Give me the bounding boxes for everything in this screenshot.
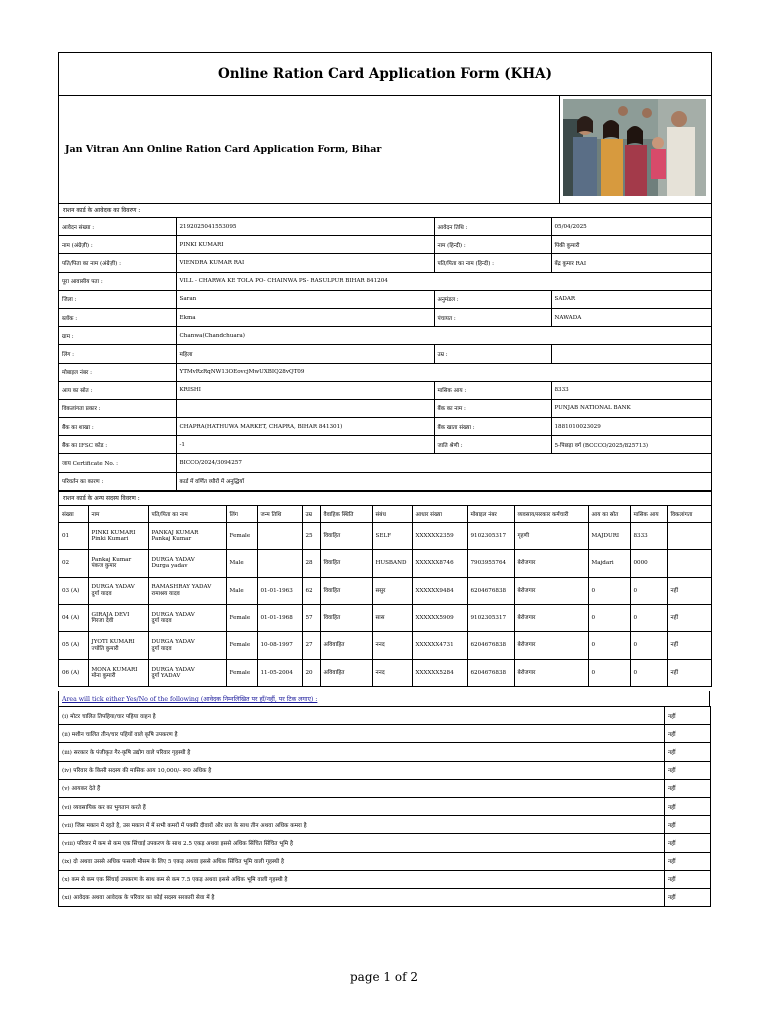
member-cell: 0 [630, 577, 667, 604]
member-row [59, 577, 711, 604]
member-cell: 01 [59, 522, 88, 549]
field-value: 1881010023029 [551, 418, 711, 436]
field-value: PINKI KUMARI [176, 236, 434, 254]
eligibility-row [59, 707, 711, 725]
member-cell: 6204676838 [467, 659, 514, 686]
field-value [551, 345, 711, 363]
member-cell: XXXXXX5284 [412, 659, 467, 686]
member-cell: Majdari [588, 550, 630, 577]
field-label: लिंग : [59, 345, 176, 363]
member-cell: Pankaj Kumar पंकज कुमार [88, 550, 148, 577]
eligibility-row [59, 816, 711, 834]
member-cell: 8333 [630, 522, 667, 549]
field-value: 5-पिछड़ा वर्ग (BCCCO/2025/825713) [551, 436, 711, 454]
eligibility-question: (viii) परिवार में कम से कम एक सिंचाई उपकरण के साथ 2.5 एकड़ अथवा इससे अधिक सिंचित सिंचित भूमि है [59, 834, 665, 852]
eligibility-answer: नहीं [665, 797, 711, 815]
family-photo-image [563, 99, 706, 196]
applicant-family-photo [563, 99, 706, 196]
member-cell: XXXXXX9484 [412, 577, 467, 604]
member-cell: बेरोजगार [514, 550, 588, 577]
member-cell: ससुर [372, 577, 412, 604]
applicant-row [59, 345, 711, 363]
member-cell: HUSBAND [372, 550, 412, 577]
field-value: SADAR [551, 290, 711, 308]
column-header: जन्म तिथि [257, 506, 302, 523]
member-cell: 20 [302, 659, 320, 686]
member-cell: Female [226, 659, 257, 686]
eligibility-row [59, 779, 711, 797]
member-cell: 57 [302, 604, 320, 631]
field-label: मोबाइल नंबर : [59, 363, 176, 381]
member-cell: विवाहित [320, 604, 372, 631]
field-value: VIENDRA KUMAR RAI [176, 254, 434, 272]
field-label: पति/पिता का नाम (हिन्दी) : [434, 254, 551, 272]
eligibility-question: (vi) व्यवसायिक कर का भुगतान करते हैं [59, 797, 665, 815]
member-cell: DURGA YADAV दुर्गा यादव [148, 604, 226, 631]
member-cell: JYOTI KUMARI ज्योति कुमारी [88, 632, 148, 659]
field-label: अनुमंडल : [434, 290, 551, 308]
field-label: नाम (हिन्दी) : [434, 236, 551, 254]
member-cell: गृहणी [514, 522, 588, 549]
applicant-row [59, 472, 711, 490]
field-label: परिवर्तन का कारण : [59, 472, 176, 490]
member-cell: ननद [372, 632, 412, 659]
member-cell: नहीं [667, 604, 711, 631]
member-cell: बेरोजगार [514, 659, 588, 686]
eligibility-answer: नहीं [665, 725, 711, 743]
header-row [59, 96, 711, 204]
field-label: आवेदन संख्या : [59, 218, 176, 236]
eligibility-answer: नहीं [665, 834, 711, 852]
members-section-label: राशन कार्ड के अन्य सदस्य विवरण : [59, 491, 711, 506]
eligibility-answer: नहीं [665, 779, 711, 797]
member-cell: RAMASHRAY YADAV रामाश्रय यादव [148, 577, 226, 604]
applicant-row [59, 308, 711, 326]
member-cell: विवाहित [320, 522, 372, 549]
applicant-row [59, 381, 711, 399]
column-header: संख्या [59, 506, 88, 523]
field-label: नाम (अंग्रेज़ी) : [59, 236, 176, 254]
column-header: मासिक आय [630, 506, 667, 523]
field-label: बैंक का नाम : [434, 399, 551, 417]
field-value: पिंकी कुमारी [551, 236, 711, 254]
applicant-section-label: राशन कार्ड के आवेदक का विवरण : [59, 204, 711, 218]
applicant-details-table [59, 218, 711, 491]
field-value [176, 399, 434, 417]
member-cell: ननद [372, 659, 412, 686]
member-cell: 0 [588, 632, 630, 659]
column-header: आधार संख्या [412, 506, 467, 523]
member-cell: 62 [302, 577, 320, 604]
eligibility-row [59, 888, 711, 906]
member-cell: DURGA YADAV दुर्गा यादव [148, 632, 226, 659]
field-label: मासिक आय : [434, 381, 551, 399]
member-cell: Female [226, 604, 257, 631]
field-value: CHAPRA(HATHUWA MARKET, CHAPRA, BIHAR 841301) [176, 418, 434, 436]
member-cell: 28 [302, 550, 320, 577]
page-number: page 1 of 2 [350, 970, 418, 984]
eligibility-question: (v) आयकर देते हैं [59, 779, 665, 797]
eligibility-row [59, 870, 711, 888]
column-header: मोबाइल नंबर [467, 506, 514, 523]
eligibility-row [59, 725, 711, 743]
member-cell: GIRAJA DEVI गिरजा देवी [88, 604, 148, 631]
eligibility-row [59, 797, 711, 815]
member-cell: Female [226, 632, 257, 659]
field-value: Saran [176, 290, 434, 308]
eligibility-row [59, 834, 711, 852]
applicant-row [59, 254, 711, 272]
member-cell: नहीं [667, 659, 711, 686]
eligibility-answer: नहीं [665, 707, 711, 725]
area-heading-text: Area will tick either Yes/No of the following (आवेदक निम्नलिखित पर हाँ/नहीं, पर टिक लगाए) : [62, 696, 318, 703]
member-cell: 6204676838 [467, 632, 514, 659]
field-value: महिला [176, 345, 434, 363]
area-heading [58, 691, 710, 706]
member-cell: बेरोजगार [514, 632, 588, 659]
member-cell: 03 (A) [59, 577, 88, 604]
field-value: 05/04/2025 [551, 218, 711, 236]
member-cell: नहीं [667, 632, 711, 659]
field-label: पंचायत : [434, 308, 551, 326]
eligibility-answer: नहीं [665, 761, 711, 779]
member-cell: नहीं [667, 577, 711, 604]
member-cell: 0 [588, 604, 630, 631]
field-label: विकलांगता प्रकार : [59, 399, 176, 417]
member-cell: MAJDURI [588, 522, 630, 549]
member-cell: 6204676838 [467, 577, 514, 604]
field-value: PUNJAB NATIONAL BANK [551, 399, 711, 417]
member-cell: XXXXXX8746 [412, 550, 467, 577]
applicant-row [59, 399, 711, 417]
member-cell: 9102305317 [467, 522, 514, 549]
member-cell: DURGA YADAV दुर्गा यादव [88, 577, 148, 604]
field-label: आय का स्रोत : [59, 381, 176, 399]
member-cell: 9102305317 [467, 604, 514, 631]
member-cell: 06 (A) [59, 659, 88, 686]
member-cell: 25 [302, 522, 320, 549]
eligibility-question: (iii) सरकार के पंजीकृत गैर-कृषि उद्योग वाले परिवार गृहस्थी है [59, 743, 665, 761]
form-title: Online Ration Card Application Form (KHA) [59, 53, 711, 96]
eligibility-row [59, 743, 711, 761]
member-cell [667, 522, 711, 549]
field-value: 8333 [551, 381, 711, 399]
applicant-row [59, 272, 711, 290]
column-header: लिंग [226, 506, 257, 523]
field-value: 2192025041553095 [176, 218, 434, 236]
member-cell: Male [226, 550, 257, 577]
applicant-row [59, 236, 711, 254]
column-header: आय का स्रोत [588, 506, 630, 523]
field-label: ब्लॉक : [59, 308, 176, 326]
member-cell: SELF [372, 522, 412, 549]
field-value: बेंद्र कुमार RAI [551, 254, 711, 272]
member-cell: बेरोजगार [514, 604, 588, 631]
member-cell: 0 [630, 604, 667, 631]
member-cell: XXXXXX2359 [412, 522, 467, 549]
applicant-row [59, 418, 711, 436]
eligibility-question: (ii) मशीन चालित तीन/चार पहियों वाले कृषि उपकरण है [59, 725, 665, 743]
field-value: VILL - CHARWA KE TOLA PO- CHAINWA PS- RASULPUR BIHAR 841204 [176, 272, 711, 290]
member-cell: 04 (A) [59, 604, 88, 631]
eligibility-question: (x) कम से कम एक सिंचाई उपकरण के साथ कम से कम 7.5 एकड़ अथवा इससे अधिक भूमि वाली गृहस्थी है [59, 870, 665, 888]
eligibility-table [58, 706, 711, 907]
eligibility-row [59, 761, 711, 779]
member-cell: MONA KUMARI मोना कुमारी [88, 659, 148, 686]
member-cell: 0 [630, 632, 667, 659]
member-row [59, 604, 711, 631]
applicant-row [59, 363, 711, 381]
field-value: BICCO/2024/3094257 [176, 454, 711, 472]
applicant-row [59, 290, 711, 308]
eligibility-question: (ix) दो अथवा उससे अधिक फसली मौसम के लिए 5 एकड़ अथवा इससे अधिक सिंचित भूमि वाली गृहस्थी है [59, 852, 665, 870]
member-cell: 0 [588, 659, 630, 686]
field-label: बैंक का शाखा : [59, 418, 176, 436]
member-cell: 0 [630, 659, 667, 686]
member-cell: अविवाहित [320, 632, 372, 659]
eligibility-answer: नहीं [665, 816, 711, 834]
member-cell: PANKAJ KUMAR Pankaj Kumar [148, 522, 226, 549]
member-row [59, 659, 711, 686]
photo-cell [559, 96, 711, 203]
member-cell: 0000 [630, 550, 667, 577]
member-cell: बेरोजगार [514, 577, 588, 604]
field-label: पूरा आवासीय पता : [59, 272, 176, 290]
member-row [59, 632, 711, 659]
member-cell: सास [372, 604, 412, 631]
member-cell [667, 550, 711, 577]
field-value: NAWADA [551, 308, 711, 326]
field-label: ग्राम : [59, 327, 176, 345]
field-label: आवेदन तिथि : [434, 218, 551, 236]
member-cell: 7903955764 [467, 550, 514, 577]
column-header: विकलांगता [667, 506, 711, 523]
eligibility-answer: नहीं [665, 852, 711, 870]
member-cell: विवाहित [320, 577, 372, 604]
field-label: पति/पिता का नाम (अंग्रेज़ी) : [59, 254, 176, 272]
member-row [59, 550, 711, 577]
member-cell: अविवाहित [320, 659, 372, 686]
eligibility-answer: नहीं [665, 743, 711, 761]
member-cell: 0 [588, 577, 630, 604]
field-value: KRISHI [176, 381, 434, 399]
field-value: Chanwa(Chandchuara) [176, 327, 711, 345]
column-header: नाम [88, 506, 148, 523]
column-header: व्यवसाय/सरकार कर्मचारी [514, 506, 588, 523]
member-cell: विवाहित [320, 550, 372, 577]
member-cell [257, 550, 302, 577]
column-header: वैवाहिक स्थिति [320, 506, 372, 523]
members-table [59, 506, 711, 687]
eligibility-question: (i) मोटर चालित तिपहिया/चार पहिया वाहन है [59, 707, 665, 725]
applicant-row [59, 454, 711, 472]
member-cell: DURGA YADAV Durga yadav [148, 550, 226, 577]
column-header: पति/पिता का नाम [148, 506, 226, 523]
field-value: कार्ड में वर्णित व्यौरों में अनुद्धियाँ [176, 472, 711, 490]
field-label: उम्र : [434, 345, 551, 363]
column-header: उम्र [302, 506, 320, 523]
applicant-row [59, 218, 711, 236]
field-value: -1 [176, 436, 434, 454]
member-cell: 01-01-1963 [257, 577, 302, 604]
eligibility-answer: नहीं [665, 870, 711, 888]
member-cell: 11-05-2004 [257, 659, 302, 686]
form-subtitle: Jan Vitran Ann Online Ration Card Application Form, Bihar [65, 144, 382, 155]
form-frame [58, 52, 712, 687]
member-cell: 27 [302, 632, 320, 659]
field-value: YTMvRzRqNW13OEovcjMwUXBIQ28vQT09 [176, 363, 711, 381]
member-cell: XXXXXX4731 [412, 632, 467, 659]
field-value: Ekma [176, 308, 434, 326]
field-label: जाय Certificate No. : [59, 454, 176, 472]
member-cell: Male [226, 577, 257, 604]
field-label: जाति श्रेणी : [434, 436, 551, 454]
member-cell: 01-01-1968 [257, 604, 302, 631]
column-header: संबंध [372, 506, 412, 523]
member-row [59, 522, 711, 549]
member-cell: XXXXXX5909 [412, 604, 467, 631]
field-label: जिला : [59, 290, 176, 308]
area-section [58, 691, 710, 907]
applicant-row [59, 327, 711, 345]
eligibility-question: (iv) परिवार के किसी सदस्य की मासिक आय 10,000/- रू0 अधिक है [59, 761, 665, 779]
member-cell: PINKI KUMARI Pinki Kumari [88, 522, 148, 549]
field-label: बैंक का IFSC कोड : [59, 436, 176, 454]
eligibility-question: (vii) जिस मकान में रहते है, उस मकान में में सभी कमरों में पक्की दीवारों और छत के साथ तीन अथवा अधिक कमरा है [59, 816, 665, 834]
member-cell [257, 522, 302, 549]
applicant-row [59, 436, 711, 454]
eligibility-row [59, 852, 711, 870]
field-label: बैंक खाता संख्या : [434, 418, 551, 436]
member-cell: DURGA YADAV दुर्गा YADAV [148, 659, 226, 686]
member-cell: 10-08-1997 [257, 632, 302, 659]
eligibility-question: (xi) आवेदक अथवा आवेदक के परिवार का कोई सदस्य सरकारी सेवा में है [59, 888, 665, 906]
eligibility-answer: नहीं [665, 888, 711, 906]
member-cell: Female [226, 522, 257, 549]
member-cell: 05 (A) [59, 632, 88, 659]
member-cell: 02 [59, 550, 88, 577]
